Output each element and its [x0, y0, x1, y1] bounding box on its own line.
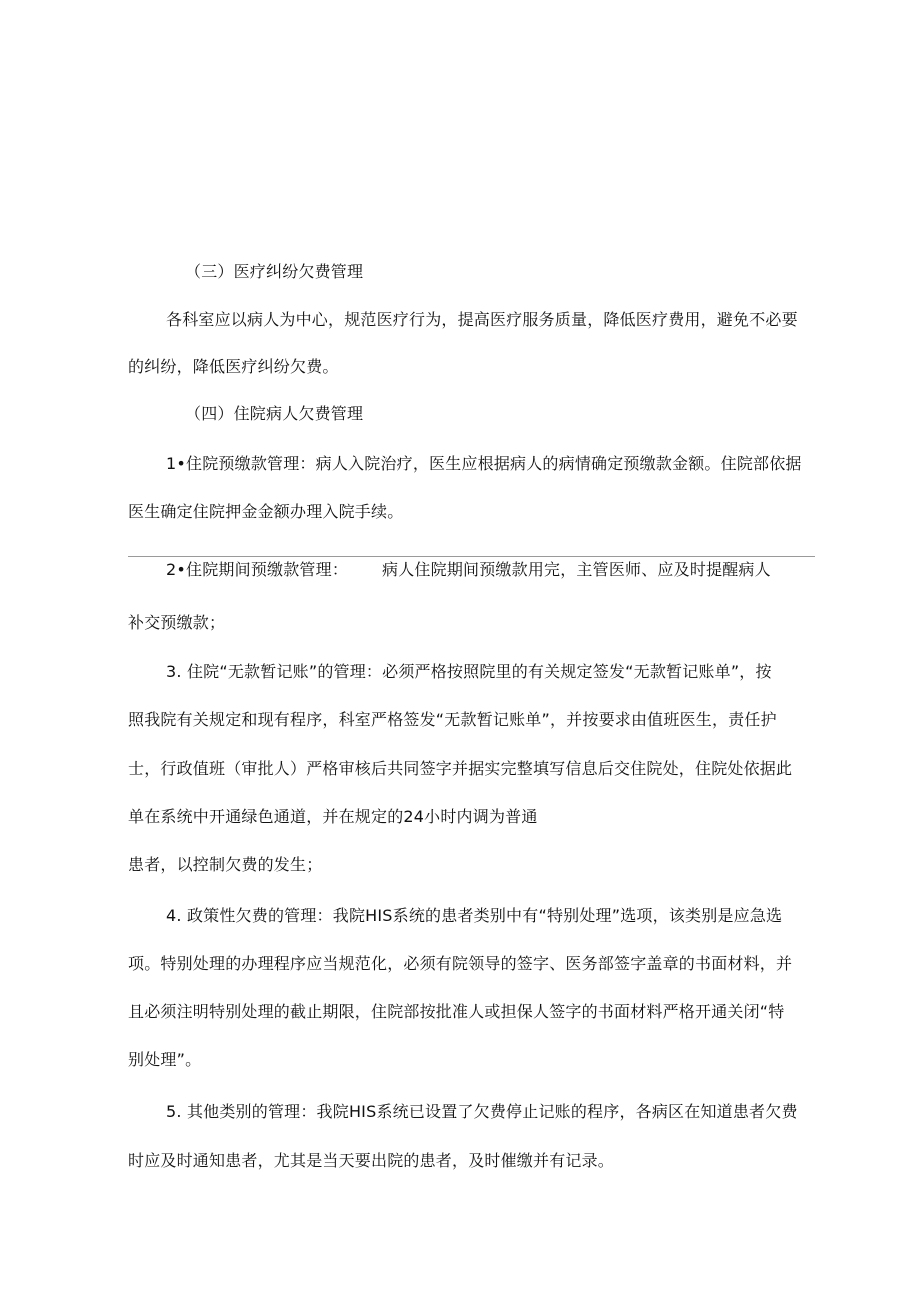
item-3-line-5: 患者，以控制欠费的发生； — [128, 855, 323, 874]
item-3-line-1: 3. 住院“无款暂记账”的管理：必须严格按照院里的有关规定签发“无款暂记账单”，按 — [166, 662, 772, 681]
section-3-paragraph-line-1: 各科室应以病人为中心，规范医疗行为，提高医疗服务质量，降低医疗费用，避免不必要 — [166, 310, 798, 329]
item-3-line-2: 照我院有关规定和现有程序，科室严格签发“无款暂记账单”，并按要求由值班医生，责任护 — [128, 710, 777, 729]
item-5-line-2: 时应及时通知患者，尤其是当天要出院的患者，及时催缴并有记录。 — [128, 1151, 615, 1170]
item-1-line-2: 医生确定住院押金金额办理入院手续。 — [128, 502, 404, 521]
section-3-paragraph-line-2: 的纠纷，降低医疗纠纷欠费。 — [128, 357, 339, 376]
section-4-heading: （四）住院病人欠费管理 — [185, 404, 364, 423]
item-4-line-4: 别处理”。 — [128, 1050, 202, 1069]
section-3-heading: （三）医疗纠纷欠费管理 — [185, 262, 364, 281]
item-2-text: 病人住院期间预缴款用完，主管医师、应及时提醒病人 — [382, 560, 771, 579]
item-5-line-1: 5. 其他类别的管理：我院HIS系统已设置了欠费停止记账的程序，各病区在知道患者欠费 — [166, 1102, 798, 1121]
item-3-line-4: 单在系统中开通绿色通道，并在规定的24小时内调为普通 — [128, 807, 538, 826]
item-4-line-1: 4. 政策性欠费的管理：我院HIS系统的患者类别中有“特别处理”选项，该类别是应急选 — [166, 906, 783, 925]
item-3-line-3: 士，行政值班（审批人）严格审核后共同签字并据实完整填写信息后交住院处，住院处依据此 — [128, 759, 793, 778]
horizontal-divider — [128, 556, 815, 557]
item-2-line-1 — [166, 560, 771, 580]
item-1-line-1: 1•住院预缴款管理：病人入院治疗，医生应根据病人的病情确定预缴款金额。住院部依据 — [166, 454, 802, 473]
item-4-line-2: 项。特别处理的办理程序应当规范化，必须有院领导的签字、医务部签字盖章的书面材料，并 — [128, 954, 793, 973]
item-2-line-2: 补交预缴款； — [128, 613, 226, 632]
item-2-title: 2•住院期间预缴款管理： — [166, 560, 349, 579]
item-4-line-3: 且必须注明特别处理的截止期限，住院部按批准人或担保人签字的书面材料严格开通关闭“特 — [128, 1002, 785, 1021]
